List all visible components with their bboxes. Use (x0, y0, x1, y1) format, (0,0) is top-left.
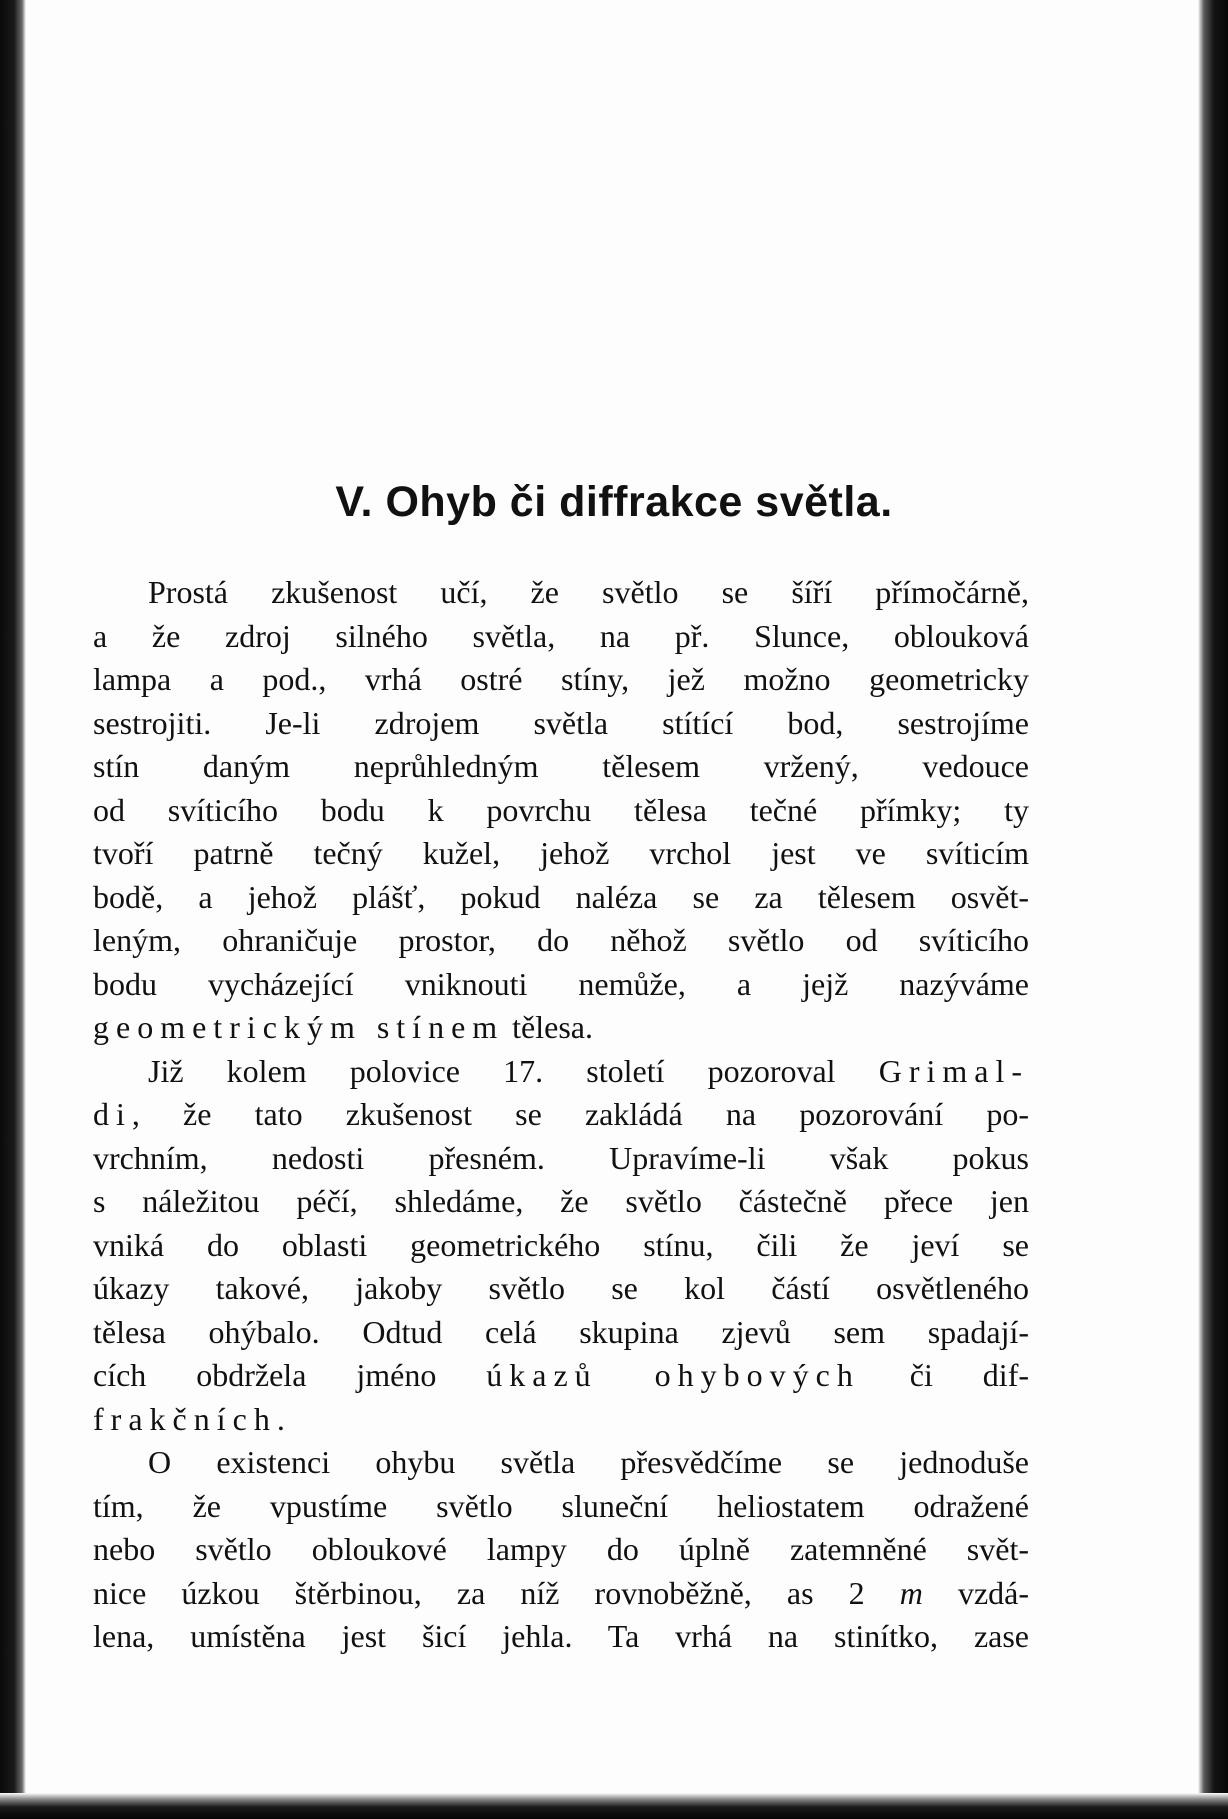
text-line: stín daným neprůhledným tělesem vržený, vedouce (93, 748, 1029, 784)
text-fragment: . (276, 1400, 285, 1437)
text-line (93, 1398, 1029, 1442)
text-line (93, 1050, 1029, 1094)
text-fragment: tělesa. (504, 1009, 593, 1045)
text-line: bodu vycházející vniknouti nemůže, a jejž nazýváme (93, 965, 1029, 1002)
text-line: tělesa ohýbalo. Odtud celá skupina zjevů sem spadají- (93, 1313, 1029, 1350)
text-fragment: cích obdržela jméno (93, 1357, 487, 1393)
page-edge-left (0, 0, 26, 1819)
text-line: bodě, a jehož plášť, pokud naléza se za tělesem osvět- (93, 878, 1029, 915)
emphasized-term: úkazů ohybových (486, 1357, 860, 1393)
chapter-title: V. Ohyb či diffrakce světla. (335, 478, 893, 526)
text-line: lena, umístěna jest šicí jehla. Ta vrhá na stinítko, zase (93, 1618, 1029, 1654)
body-text (93, 571, 1029, 1659)
emphasized-term: frakčních (93, 1400, 277, 1437)
text-fragment: či dif- (859, 1357, 1030, 1393)
text-line (93, 1006, 1029, 1050)
emphasized-name: Grimal- (878, 1052, 1029, 1089)
page-edge-bottom (0, 1793, 1228, 1819)
text-line: tím, že vpustíme světlo sluneční heliostatem odražené (93, 1487, 1029, 1524)
text-line: lampa a pod., vrhá ostré stíny, jež možno geometricky (93, 661, 1029, 697)
text-fragment: , že tato zkušenost se zakládá na pozorování po- (131, 1096, 1029, 1132)
text-line (93, 1354, 1029, 1398)
text-fragment: vzdá- (922, 1574, 1030, 1611)
text-line: vrchním, nedosti přesném. Upravíme-li však pokus (93, 1139, 1029, 1176)
text-line (93, 1572, 1029, 1616)
text-line: sestrojiti. Je-li zdrojem světla stítící bod, sestrojíme (93, 704, 1029, 741)
text-line: nebo světlo obloukové lampy do úplně zatemněné svět- (93, 1531, 1029, 1567)
emphasized-name: di (93, 1096, 132, 1132)
text-line: úkazy takové, jakoby světlo se kol částí osvětleného (93, 1270, 1029, 1306)
text-line: s náležitou péčí, shledáme, že světlo částečně přece jen (93, 1183, 1029, 1219)
text-fragment: Již kolem polovice 17. století pozoroval (148, 1052, 879, 1089)
text-line: O existenci ohybu světla přesvědčíme se jednoduše (148, 1444, 1029, 1480)
text-line: vniká do oblasti geometrického stínu, čili že jeví se (93, 1226, 1029, 1263)
text-line: od svíticího bodu k povrchu tělesa tečné přímky; ty (93, 791, 1029, 828)
text-line: leným, ohraničuje prostor, do něhož světlo od svíticího (93, 922, 1029, 958)
text-line: Prostá zkušenost učí, že světlo se šíří přímočárně, (148, 574, 1029, 610)
text-fragment: nice úzkou štěrbinou, za níž rovnoběžně, as 2 (93, 1574, 900, 1611)
text-line (93, 1093, 1029, 1137)
emphasized-term: geometrickým stínem (93, 1009, 505, 1045)
text-line: a že zdroj silného světla, na př. Slunce, oblouková (93, 617, 1029, 654)
page-edge-right (1198, 0, 1228, 1819)
text-line: tvoří patrně tečný kužel, jehož vrchol jest ve svíticím (93, 835, 1029, 871)
unit-symbol: m (899, 1574, 923, 1611)
